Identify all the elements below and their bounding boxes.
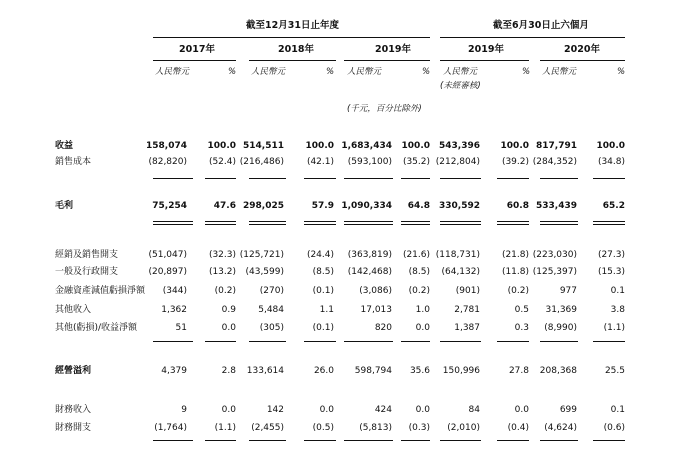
rule [344, 178, 393, 179]
year-rule-2019 [344, 60, 430, 61]
year-2019-h1: 2019年 [468, 44, 504, 55]
cell: 65.2 [602, 201, 625, 211]
cell: (270) [259, 286, 284, 296]
cell: (21.8) [501, 250, 529, 260]
cell: 208,368 [539, 366, 577, 376]
rule [153, 440, 193, 441]
cell: (142,468) [347, 267, 392, 277]
rule [593, 440, 625, 441]
cell: (0.5) [312, 423, 334, 433]
cell: 51 [175, 323, 187, 333]
rule [249, 178, 286, 179]
cell: 1,362 [161, 305, 187, 315]
rule [401, 341, 430, 342]
cell: 9 [181, 405, 187, 415]
cell: 75,254 [152, 201, 187, 211]
cell: (0.2) [408, 286, 430, 296]
cell: 1.0 [415, 305, 430, 315]
cell: 1.1 [319, 305, 334, 315]
cell: 820 [374, 323, 392, 333]
unit-rmb-2019: 人民幣元 [347, 67, 382, 77]
cell: (0.6) [603, 423, 625, 433]
cell: 27.8 [508, 366, 529, 376]
cell: 150,996 [442, 366, 480, 376]
cell: 60.8 [506, 201, 529, 211]
cell: (0.2) [214, 286, 236, 296]
double-rule [440, 221, 481, 225]
year-2017: 2017年 [179, 44, 215, 55]
cell: (125,721) [239, 250, 284, 260]
cell: (1.1) [603, 323, 625, 333]
rule [205, 341, 236, 342]
cell: (1,764) [154, 423, 187, 433]
cell: 100.0 [401, 141, 430, 151]
row-label-revenue: 收益 [55, 141, 74, 151]
rule [153, 341, 193, 342]
double-rule [401, 221, 430, 225]
cell: (363,819) [347, 250, 392, 260]
cell: 31,369 [545, 305, 577, 315]
cell: (39.2) [501, 157, 529, 167]
cell: 17,013 [360, 305, 392, 315]
cell: 514,511 [243, 141, 284, 151]
year-2020-h1: 2020年 [564, 44, 600, 55]
cell: (0.1) [312, 323, 334, 333]
cell: (42.1) [306, 157, 334, 167]
cell: 100.0 [596, 141, 625, 151]
cell: (35.2) [402, 157, 430, 167]
row-label-impairment: 金融資產減值虧損淨額 [55, 286, 146, 296]
cell: (52.4) [208, 157, 236, 167]
rule [304, 178, 336, 179]
cell: 100.0 [305, 141, 334, 151]
unit-pct-2017: % [228, 67, 237, 77]
cell: 1,387 [454, 323, 480, 333]
cell: (8,990) [544, 323, 577, 333]
cell: 100.0 [207, 141, 236, 151]
cell: 57.9 [311, 201, 334, 211]
rule [497, 178, 529, 179]
rule [401, 178, 430, 179]
cell: 0.0 [221, 323, 236, 333]
row-label-finance-income: 財務收入 [55, 405, 92, 415]
cell: 158,074 [146, 141, 187, 151]
cell: 1,090,334 [341, 201, 392, 211]
rule [497, 341, 529, 342]
rule [304, 440, 336, 441]
unit-rmb-2017: 人民幣元 [155, 67, 190, 77]
rule [440, 341, 481, 342]
cell: (216,486) [239, 157, 284, 167]
cell: 0.5 [514, 305, 529, 315]
header-group-half-year: 截至6月30日止六個月 [493, 20, 589, 31]
header-group-annual-rule [153, 37, 430, 38]
cell: 35.6 [409, 366, 430, 376]
rule [593, 178, 625, 179]
cell: (13.2) [208, 267, 236, 277]
header-group-annual: 截至12月31日止年度 [246, 20, 339, 31]
cell: (43,599) [245, 267, 284, 277]
rule [593, 341, 625, 342]
double-rule [304, 221, 336, 225]
cell: 3.8 [610, 305, 625, 315]
row-label-admin-expenses: 一般及行政開支 [55, 267, 119, 277]
cell: 0.1 [610, 286, 625, 296]
cell: 84 [468, 405, 480, 415]
rule [344, 440, 393, 441]
rule [249, 440, 286, 441]
row-label-cost-of-sales: 銷售成本 [55, 157, 92, 167]
cell: 5,484 [258, 305, 284, 315]
cell: (4,624) [544, 423, 577, 433]
cell: 330,592 [439, 201, 480, 211]
cell: (3,086) [359, 286, 392, 296]
cell: 0.3 [514, 323, 529, 333]
cell: (5,813) [359, 423, 392, 433]
cell: (0.4) [507, 423, 529, 433]
cell: (593,100) [347, 157, 392, 167]
year-rule-2020-h1 [540, 60, 625, 61]
cell: (0.2) [507, 286, 529, 296]
cell: 142 [266, 405, 284, 415]
cell: (34.8) [597, 157, 625, 167]
double-rule [153, 221, 193, 225]
cell: 64.8 [407, 201, 430, 211]
cell: (0.3) [408, 423, 430, 433]
row-label-gross-profit: 毛利 [55, 201, 74, 211]
rule [249, 341, 286, 342]
cell: (21.6) [402, 250, 430, 260]
cell: (51,047) [148, 250, 187, 260]
cell: (27.3) [597, 250, 625, 260]
unit-pct-2019: % [422, 67, 431, 77]
row-label-operating-profit: 經營溢利 [55, 366, 92, 376]
double-rule [497, 221, 529, 225]
cell: 977 [559, 286, 577, 296]
cell: 26.0 [313, 366, 334, 376]
double-rule [205, 221, 236, 225]
rule [540, 178, 578, 179]
cell: 47.6 [213, 201, 236, 211]
cell: 0.0 [319, 405, 334, 415]
row-label-other-gains: 其他(虧損)/收益淨額 [55, 323, 138, 333]
row-label-selling-expenses: 經銷及銷售開支 [55, 250, 119, 260]
year-rule-2018 [249, 60, 336, 61]
cell: (2,010) [447, 423, 480, 433]
rule [205, 440, 236, 441]
cell: (32.3) [208, 250, 236, 260]
double-rule [593, 221, 625, 225]
year-rule-2019-h1 [440, 60, 529, 61]
cell: 0.0 [415, 323, 430, 333]
cell: 2,781 [454, 305, 480, 315]
cell: (82,820) [148, 157, 187, 167]
cell: 0.1 [610, 405, 625, 415]
cell: 817,791 [536, 141, 577, 151]
unit-rmb-2018: 人民幣元 [251, 67, 286, 77]
cell: 4,379 [161, 366, 187, 376]
cell: (11.8) [501, 267, 529, 277]
rule [344, 341, 393, 342]
cell: 424 [374, 405, 392, 415]
double-rule [249, 221, 286, 225]
rule [540, 440, 578, 441]
unit-pct-2018: % [326, 67, 335, 77]
thousands-note: (千元，百分比除外) [347, 104, 422, 114]
double-rule [540, 221, 578, 225]
rule [497, 440, 529, 441]
cell: (15.3) [597, 267, 625, 277]
rule [304, 341, 336, 342]
row-label-other-income: 其他收入 [55, 305, 92, 315]
year-2019: 2019年 [375, 44, 411, 55]
cell: (901) [455, 286, 480, 296]
year-2018: 2018年 [278, 44, 314, 55]
cell: 0.0 [415, 405, 430, 415]
rule [440, 178, 481, 179]
cell: (20,897) [148, 267, 187, 277]
unit-pct-2020-h1: % [617, 67, 626, 77]
cell: (8.5) [312, 267, 334, 277]
year-rule-2017 [153, 60, 236, 61]
cell: (284,352) [532, 157, 577, 167]
cell: (2,455) [251, 423, 284, 433]
cell: 100.0 [500, 141, 529, 151]
cell: 0.0 [221, 405, 236, 415]
cell: (305) [259, 323, 284, 333]
cell: (64,132) [441, 267, 480, 277]
unaudited-note: (未經審核) [440, 81, 481, 91]
cell: (0.1) [312, 286, 334, 296]
rule [205, 178, 236, 179]
cell: (24.4) [306, 250, 334, 260]
rule [153, 178, 193, 179]
cell: 298,025 [243, 201, 284, 211]
header-group-half-year-rule [440, 37, 625, 38]
cell: 0.9 [221, 305, 236, 315]
cell: 1,683,434 [341, 141, 392, 151]
double-rule [344, 221, 393, 225]
unit-pct-2019-h1: % [522, 67, 531, 77]
rule [401, 440, 430, 441]
cell: 598,794 [354, 366, 392, 376]
cell: (223,030) [532, 250, 577, 260]
unit-rmb-2020-h1: 人民幣元 [542, 67, 577, 77]
cell: (118,731) [435, 250, 480, 260]
row-label-finance-costs: 財務開支 [55, 423, 92, 433]
cell: 0.0 [514, 405, 529, 415]
cell: 2.8 [221, 366, 236, 376]
cell: (1.1) [214, 423, 236, 433]
cell: (212,804) [435, 157, 480, 167]
unit-rmb-2019-h1: 人民幣元 [443, 67, 478, 77]
cell: 533,439 [536, 201, 577, 211]
cell: 699 [559, 405, 577, 415]
cell: (344) [162, 286, 187, 296]
cell: 543,396 [439, 141, 480, 151]
rule [440, 440, 481, 441]
rule [540, 341, 578, 342]
cell: (125,397) [532, 267, 577, 277]
cell: 133,614 [246, 366, 284, 376]
cell: (8.5) [408, 267, 430, 277]
cell: 25.5 [604, 366, 625, 376]
